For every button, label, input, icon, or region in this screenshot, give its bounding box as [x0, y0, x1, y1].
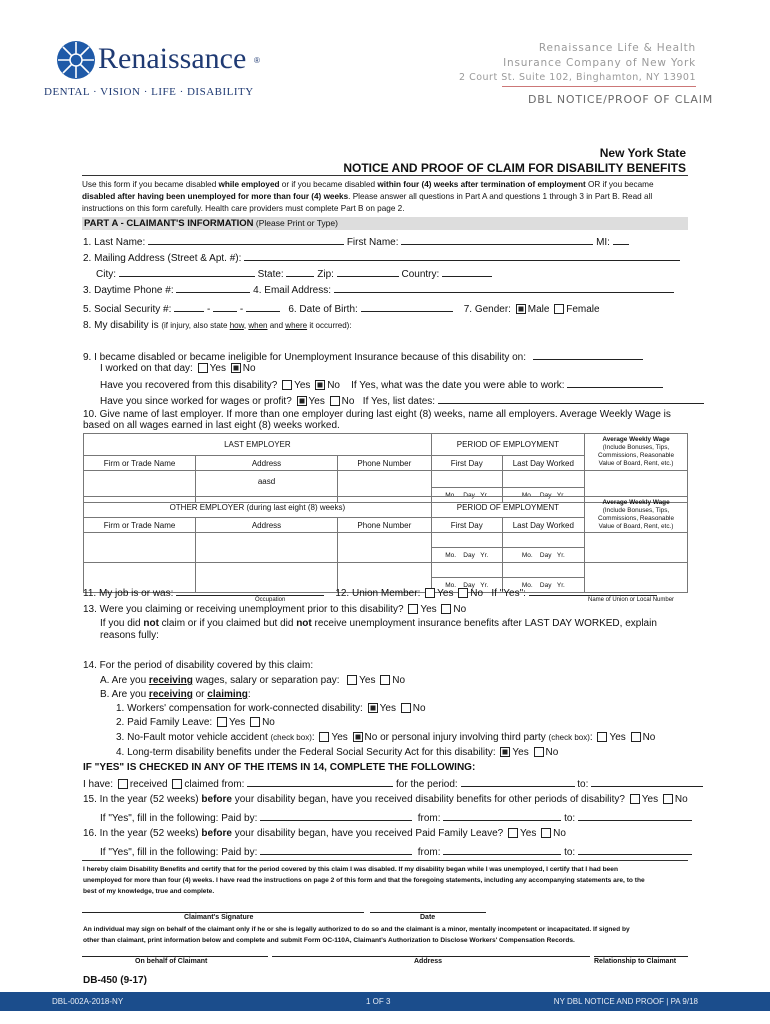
wages-yes-checkbox[interactable]: [347, 675, 357, 685]
title-rule: [82, 175, 688, 176]
q15-row: 15. In the year (52 weeks) before your disability began, have you received disability benefits for other periods of disability? Yes No: [83, 794, 688, 805]
disability-date-field[interactable]: [533, 349, 643, 360]
ssdi-no-checkbox[interactable]: [534, 747, 544, 757]
q16-to-field[interactable]: [578, 844, 692, 855]
avg-wage-header: Average Weekly Wage (Include Bonuses, Tips, Commissions, Reasonable Value of Board, Rent, etc.): [585, 434, 688, 471]
benefits-from-field[interactable]: [247, 776, 393, 787]
behalf-text: An individual may sign on behalf of the claimant only if he or she is legally authorized to do so and the claimant is a minor, mentally incompetent or incapacitated. If signed by other than claimant, print information below and complete and submit Form OC-110A, Claimant's Authorization to Disclose Workers' Compensation Records.: [83, 926, 630, 944]
email-field[interactable]: [334, 282, 674, 293]
worked-no-checkbox[interactable]: [231, 363, 241, 373]
behalf-address-line[interactable]: [272, 956, 590, 957]
date-line[interactable]: [370, 912, 486, 913]
other-employer1-wage-cell[interactable]: [585, 533, 688, 563]
date-hint: Mo. Day Yr.: [502, 578, 584, 593]
q15-to-field[interactable]: [578, 810, 692, 821]
last-employer-address-cell[interactable]: aasd: [196, 471, 338, 503]
ssdi-yes-checkbox[interactable]: [500, 747, 510, 757]
recovered-yes-checkbox[interactable]: [282, 380, 292, 390]
last-employer-last-day-cell[interactable]: [502, 471, 584, 488]
no-fault-no-checkbox[interactable]: [353, 732, 363, 742]
other-employer1-phone-cell[interactable]: [337, 533, 431, 563]
benefits-period-field[interactable]: [461, 776, 575, 787]
q14-item4: 4. Long-term disability benefits under the Federal Social Security Act for this disability: Yes No: [116, 747, 559, 758]
no-fault-yes-checkbox[interactable]: [319, 732, 329, 742]
period-header: PERIOD OF EMPLOYMENT: [431, 497, 584, 518]
union-yes-checkbox[interactable]: [425, 588, 435, 598]
other-employer1-firm-cell[interactable]: [84, 533, 196, 563]
firm-header: Firm or Trade Name: [84, 518, 196, 533]
wages-no-checkbox[interactable]: [380, 675, 390, 685]
q13-row: 13. Were you claiming or receiving unemployment prior to this disability? Yes No: [83, 604, 467, 615]
mi-field[interactable]: [613, 234, 629, 245]
return-date-field[interactable]: [567, 377, 663, 388]
date-hint: Mo. Day Yr.: [502, 488, 584, 503]
date-hint: Mo. Day Yr.: [431, 578, 502, 593]
period-header: PERIOD OF EMPLOYMENT: [431, 434, 584, 456]
phone-field[interactable]: [176, 282, 250, 293]
workers-comp-no-checkbox[interactable]: [401, 703, 411, 713]
recovered-no-checkbox[interactable]: [315, 380, 325, 390]
other-employer1-address-cell[interactable]: [196, 533, 338, 563]
workers-comp-yes-checkbox[interactable]: [368, 703, 378, 713]
footer-bar: [0, 992, 770, 1011]
q15-paid-by-field[interactable]: [260, 810, 412, 821]
q14b-row: B. Are you receiving or claiming:: [100, 689, 251, 700]
date-caption: Date: [420, 914, 436, 921]
other-employer2-first-day-cell[interactable]: [431, 563, 502, 578]
since-worked-yes-checkbox[interactable]: [297, 396, 307, 406]
part-a-header: PART A - CLAIMANT'S INFORMATION (Please Print or Type): [82, 217, 688, 230]
phone-header: Phone Number: [337, 518, 431, 533]
state-field[interactable]: [286, 266, 314, 277]
q14-item2: 2. Paid Family Leave: Yes No: [116, 717, 275, 728]
q16-from-field[interactable]: [443, 844, 561, 855]
other-employer1-first-day-cell[interactable]: [431, 533, 502, 548]
last-name-field[interactable]: [148, 234, 344, 245]
other-employer-table: [83, 496, 688, 593]
certification-text: I hereby claim Disability Benefits and certify that for the period covered by this claim I was disabled. If my disability began while I was unemployed, I certify that I had been unemployed for more than four (4) weeks. I have read the instructions on page 2 of this form and that the foregoing statements, including any accompanying statements are, to the best of my knowledge, true and complete.: [83, 866, 645, 895]
received-checkbox[interactable]: [118, 779, 128, 789]
union-no-checkbox[interactable]: [458, 588, 468, 598]
date-hint: Mo. Day Yr.: [431, 488, 502, 503]
country-field[interactable]: [442, 266, 492, 277]
on-behalf-caption: On behalf of Claimant: [135, 958, 208, 965]
worked-dates-field[interactable]: [438, 393, 704, 404]
company-name-line1: Renaissance Life & Health: [538, 42, 696, 54]
q1-row: 1. Last Name: First Name: MI:: [83, 234, 629, 248]
occupation-field[interactable]: [176, 585, 324, 596]
ssn-part3-field[interactable]: [246, 301, 280, 312]
first-day-header: First Day: [431, 456, 502, 471]
pfl-yes-checkbox[interactable]: [217, 717, 227, 727]
q14-item1: 1. Workers' compensation for work-connected disability: Yes No: [116, 703, 426, 714]
document-title: DBL NOTICE/PROOF OF CLAIM: [528, 93, 714, 106]
q9-row: 9. I became disabled or became ineligible for Unemployment Insurance because of this disability on:: [83, 349, 643, 363]
q14-i-have-row: I have: received claimed from: for the period: to:: [83, 776, 703, 790]
since-worked-no-checkbox[interactable]: [330, 396, 340, 406]
q16-row: 16. In the year (52 weeks) before your disability began, have you received Paid Family Leave? Yes No: [83, 828, 566, 839]
other-employer2-last-day-cell[interactable]: [502, 563, 584, 578]
firm-header: Firm or Trade Name: [84, 456, 196, 471]
behalf-address-caption: Address: [414, 958, 443, 965]
prior-benefits-yes-checkbox[interactable]: [630, 794, 640, 804]
other-employer1-last-day-cell[interactable]: [502, 533, 584, 548]
q10-text: 10. Give name of last employer. If more than one employer during last eight (8) weeks, name all employers. Average Weekly Wage is based on all wages earned in last eight (8) weeks worked.: [83, 409, 671, 431]
q9-worked-row: I worked on that day: Yes No: [100, 363, 256, 374]
q16-fill-row: If "Yes", fill in the following: Paid by: from: to:: [100, 844, 692, 858]
on-behalf-line[interactable]: [82, 956, 268, 957]
q14-row: 14. For the period of disability covered by this claim:: [83, 660, 314, 671]
sunburst-logo-icon: [56, 40, 96, 80]
footer-form-code: DBL-002A-2018-NY: [52, 997, 124, 1006]
q14-if-yes-heading: IF "YES" IS CHECKED IN ANY OF THE ITEMS IN 14, COMPLETE THE FOLLOWING:: [83, 762, 476, 773]
benefits-to-field[interactable]: [591, 776, 703, 787]
third-party-yes-checkbox[interactable]: [597, 732, 607, 742]
q2-row: 2. Mailing Address (Street & Apt. #):: [83, 250, 680, 264]
certification-rule: [82, 860, 688, 861]
logo-text: Renaissance: [98, 42, 247, 75]
third-party-no-checkbox[interactable]: [631, 732, 641, 742]
worked-yes-checkbox[interactable]: [198, 363, 208, 373]
prior-pfl-no-checkbox[interactable]: [541, 828, 551, 838]
city-field[interactable]: [119, 266, 255, 277]
company-name-line2: Insurance Company of New York: [503, 57, 696, 69]
company-address: 2 Court St. Suite 102, Binghamton, NY 13901: [459, 72, 696, 83]
last-employer-first-day-cell[interactable]: [431, 471, 502, 488]
signature-caption: Claimant's Signature: [184, 914, 254, 921]
ssn-part2-field[interactable]: [213, 301, 237, 312]
signature-line[interactable]: [82, 912, 364, 913]
last-day-header: Last Day Worked: [502, 456, 584, 471]
pfl-no-checkbox[interactable]: [250, 717, 260, 727]
relationship-caption: Relationship to Claimant: [594, 958, 677, 965]
relationship-line[interactable]: [594, 956, 688, 957]
logo-registered: ®: [254, 56, 260, 65]
first-day-header: First Day: [431, 518, 502, 533]
q11-row: 11. My job is or was: 12. Union Member: Yes No If "Yes":: [83, 585, 657, 599]
unemployment-yes-checkbox[interactable]: [408, 604, 418, 614]
union-name-field[interactable]: [529, 585, 657, 596]
q14-item3: 3. No-Fault motor vehicle accident (check box): Yes No or personal injury involving third party (check box): Yes No: [116, 732, 656, 743]
other-employer-header: OTHER EMPLOYER (during last eight (8) weeks): [84, 497, 432, 518]
form-title: NOTICE AND PROOF OF CLAIM FOR DISABILITY BENEFITS: [343, 161, 686, 175]
last-employer-table: [83, 433, 688, 503]
first-name-field[interactable]: [401, 234, 593, 245]
footer-doc-name: NY DBL NOTICE AND PROOF | PA 9/18: [553, 997, 698, 1006]
prior-pfl-yes-checkbox[interactable]: [508, 828, 518, 838]
q3-row: 3. Daytime Phone #: 4. Email Address:: [83, 282, 674, 296]
last-employer-header: LAST EMPLOYER: [84, 434, 432, 456]
address-header: Address: [196, 518, 338, 533]
q8-row: 8. My disability is (if injury, also state how, when and where it occurred):: [83, 320, 352, 331]
q15-fill-row: If "Yes", fill in the following: Paid by: from: to:: [100, 810, 692, 824]
q15-from-field[interactable]: [443, 810, 561, 821]
gender-male-checkbox[interactable]: [516, 304, 526, 314]
footer-page-number: 1 OF 3: [366, 997, 391, 1006]
dob-field[interactable]: [361, 301, 453, 312]
gender-female-checkbox[interactable]: [554, 304, 564, 314]
form-number: DB-450 (9-17): [83, 975, 147, 986]
occupation-caption: Occupation: [255, 597, 286, 603]
date-hint: Mo. Day Yr.: [502, 548, 584, 563]
unemployment-no-checkbox[interactable]: [441, 604, 451, 614]
zip-field[interactable]: [337, 266, 399, 277]
prior-benefits-no-checkbox[interactable]: [663, 794, 673, 804]
last-day-header: Last Day Worked: [502, 518, 584, 533]
claimed-checkbox[interactable]: [172, 779, 182, 789]
q14a-row: A. Are you receiving wages, salary or separation pay: Yes No: [100, 675, 406, 686]
q9-since-row: Have you since worked for wages or profit? Yes No If Yes, list dates:: [100, 393, 704, 407]
mailing-address-field[interactable]: [244, 250, 680, 261]
tagline: DENTAL · VISION · LIFE · DISABILITY: [44, 86, 254, 98]
q9-recovered-row: Have you recovered from this disability? Yes No If Yes, what was the date you were able to work:: [100, 377, 663, 391]
union-name-caption: Name of Union or Local Number: [588, 597, 675, 603]
address-header: Address: [196, 456, 338, 471]
q16-paid-by-field[interactable]: [260, 844, 412, 855]
q5-row: 5. Social Security #: - - 6. Date of Birth: 7. Gender: Male Female: [83, 301, 600, 315]
date-hint: Mo. Day Yr.: [431, 548, 502, 563]
avg-wage-header: Average Weekly Wage (Include Bonuses, Tips, Commissions, Reasonable Value of Board, Rent, etc.): [585, 497, 688, 533]
header-divider: [502, 86, 696, 87]
form-state: New York State: [599, 146, 686, 160]
intro-text: Use this form if you became disabled while employed or if you became disabled within four (4) weeks after termination of employment OR if you became disabled after having been unemployed for more than four (4) weeks. Please answer all questions in Part A and questions 1 through 3 in Part B. Read all instructions on this form carefully. Health care providers must complete Part B on page 2.: [82, 180, 654, 213]
phone-header: Phone Number: [337, 456, 431, 471]
city-row: City: State: Zip: Country:: [96, 266, 492, 280]
ssn-part1-field[interactable]: [174, 301, 204, 312]
q13-note: If you did not claim or if you claimed but did not receive unemployment insurance benefits after LAST DAY WORKED, explain reasons fully:: [100, 618, 657, 641]
